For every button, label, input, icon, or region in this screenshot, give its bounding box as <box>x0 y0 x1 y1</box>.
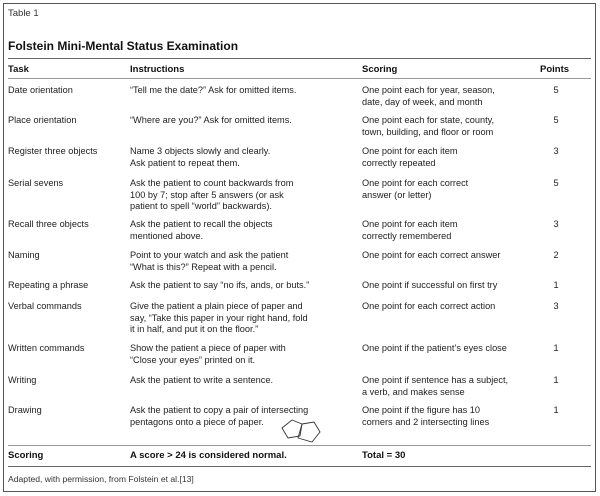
footer-total: Total = 30 <box>362 450 406 461</box>
row-scoring-line: One point for each correct <box>362 178 469 188</box>
row-task: Recall three objects <box>8 219 89 229</box>
row-scoring-line: One point for each item <box>362 219 458 229</box>
row-points: 5 <box>553 178 559 188</box>
footer-normal-score: A score > 24 is considered normal. <box>130 450 287 461</box>
row-points: 1 <box>553 280 559 290</box>
row-scoring-line: One point if successful on first try <box>362 280 498 290</box>
header-points: Points <box>540 64 570 75</box>
header-bottom-rule <box>8 78 591 79</box>
row-scoring-line: correctly remembered <box>362 230 452 241</box>
row-task: Written commands <box>8 343 85 353</box>
row-scoring-line: a verb, and makes sense <box>362 386 465 397</box>
source-caption: Adapted, with permission, from Folstein et al.[13] <box>8 474 194 484</box>
intersecting-pentagons-figure <box>280 418 324 444</box>
row-task: Date orientation <box>8 85 73 95</box>
row-task: Naming <box>8 250 40 260</box>
row-scoring-line: date, day of week, and month <box>362 96 483 107</box>
row-points: 1 <box>553 343 559 353</box>
row-task: Writing <box>8 375 37 385</box>
header-task: Task <box>8 64 29 75</box>
row-scoring-line: town, building, and floor or room <box>362 126 494 137</box>
row-scoring-line: answer (or letter) <box>362 189 432 200</box>
row-scoring-line: One point if the figure has 10 <box>362 405 480 415</box>
row-instruction-line: Ask the patient to write a sentence. <box>130 375 273 385</box>
row-instruction-line: “Where are you?” Ask for omitted items. <box>130 115 292 125</box>
row-scoring-line: One point each for state, county, <box>362 115 495 125</box>
footer-scoring-label: Scoring <box>8 450 44 461</box>
row-instruction-line: Point to your watch and ask the patient <box>130 250 289 260</box>
row-task: Place orientation <box>8 115 77 125</box>
row-instruction-line: Ask the patient to copy a pair of intersecting <box>130 405 309 415</box>
row-instruction-line: Give the patient a plain piece of paper and <box>130 301 303 311</box>
row-instruction-line: “Tell me the date?” Ask for omitted items. <box>130 85 297 95</box>
row-instruction-line: it in half, and put it on the floor.” <box>130 324 259 334</box>
row-instruction-line: Name 3 objects slowly and clearly. <box>130 146 271 156</box>
row-scoring-line: One point for each item <box>362 146 458 156</box>
row-scoring-line: One point for each correct answer <box>362 250 501 260</box>
row-scoring-line: One point if sentence has a subject, <box>362 375 509 385</box>
footer-top-rule <box>8 445 591 446</box>
row-instruction-line: Ask patient to repeat them. <box>130 157 240 168</box>
table-label: Table 1 <box>8 8 39 19</box>
row-task: Drawing <box>8 405 42 415</box>
row-task: Serial sevens <box>8 178 64 188</box>
footer-bottom-rule <box>8 466 591 467</box>
row-points: 3 <box>553 219 559 229</box>
row-task: Repeating a phrase <box>8 280 89 290</box>
row-instruction-line: Ask the patient to recall the objects <box>130 219 273 229</box>
row-points: 1 <box>553 375 559 385</box>
row-instruction-line: Ask the patient to say “no ifs, ands, or buts.” <box>130 280 310 290</box>
row-instruction-line: say, “Take this paper in your right hand, fold <box>130 312 308 323</box>
row-scoring-line: One point for each correct action <box>362 301 496 311</box>
row-instruction-line: mentioned above. <box>130 230 204 241</box>
row-points: 2 <box>553 250 559 260</box>
row-instruction-line: Ask the patient to count backwards from <box>130 178 294 188</box>
header-scoring: Scoring <box>362 64 398 75</box>
row-scoring-line: One point if the patient’s eyes close <box>362 343 507 353</box>
row-scoring-line: One point each for year, season, <box>362 85 495 95</box>
row-instruction-line: patient to spell “world” backwards). <box>130 201 272 211</box>
row-instruction-line: pentagons onto a piece of paper. <box>130 416 264 427</box>
row-points: 1 <box>553 405 559 415</box>
row-points: 5 <box>553 85 559 95</box>
row-instruction-line: 100 by 7; stop after 5 answers (or ask <box>130 189 284 200</box>
row-points: 3 <box>553 301 559 311</box>
row-instruction-line: “What is this?” Repeat with a pencil. <box>130 261 277 272</box>
row-scoring-line: correctly repeated <box>362 157 436 168</box>
row-task: Register three objects <box>8 146 98 156</box>
row-instruction-line: “Close your eyes” printed on it. <box>130 354 256 365</box>
row-scoring-line: corners and 2 intersecting lines <box>362 416 490 427</box>
row-points: 3 <box>553 146 559 156</box>
header-top-rule <box>8 58 591 59</box>
header-instructions: Instructions <box>130 64 185 75</box>
table-title: Folstein Mini-Mental Status Examination <box>8 39 239 53</box>
row-points: 5 <box>553 115 559 125</box>
row-instruction-line: Show the patient a piece of paper with <box>130 343 286 353</box>
row-task: Verbal commands <box>8 301 82 311</box>
